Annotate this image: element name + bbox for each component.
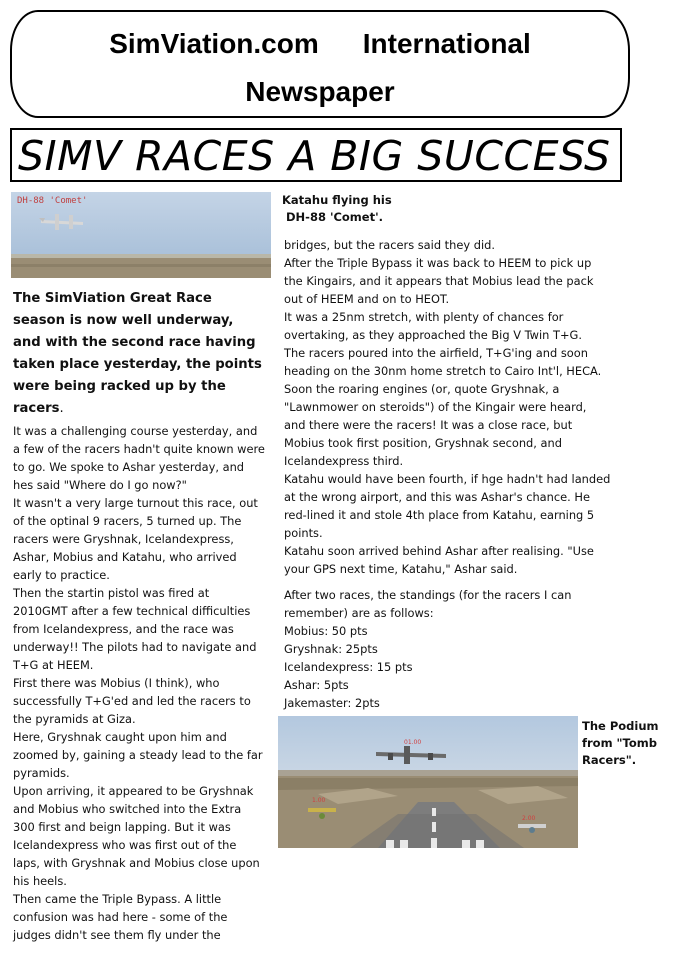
svg-text:2.00: 2.00: [522, 815, 536, 822]
article-line: your GPS next time, Katahu," Ashar said.: [284, 562, 518, 576]
standings-line: remember) are as follows:: [284, 606, 434, 620]
article-line: successfully T+G'ed and led the racers to: [13, 694, 251, 708]
headline: SIMV RACES A BIG SUCCESS: [18, 132, 611, 180]
article-line: Ashar, Mobius and Katahu, who arrived: [13, 550, 237, 564]
article-line: confusion was had here - some of the: [13, 910, 228, 924]
article-line: 2010GMT after a few technical difficulties: [13, 604, 251, 618]
article-line: red-lined it and stole 4th place from Katahu, earning 5: [284, 508, 595, 522]
article-line: to go. We spoke to Ashar yesterday, and: [13, 460, 245, 474]
comet-photo: [11, 192, 271, 278]
svg-text:1.00: 1.00: [312, 797, 326, 804]
masthead-word-newspaper: Newspaper: [245, 76, 395, 107]
lead-line: The SimViation Great Race: [13, 291, 212, 306]
podium-photo-graphic: [278, 716, 578, 848]
comet-caption: [282, 192, 392, 226]
masthead-word-international: International: [362, 28, 531, 59]
lead-line: and with the second race having: [13, 335, 256, 350]
article-line: Upon arriving, it appeared to be Gryshnak: [13, 784, 254, 798]
podium-caption-line-1: The Podium: [582, 719, 659, 733]
article-line: "Lawnmower on steroids") of the Kingair were heard,: [284, 400, 587, 414]
lead-line: taken place yesterday, the points: [13, 357, 262, 372]
article-line: racers were Gryshnak, Icelandexpress,: [13, 532, 234, 546]
article-line: After the Triple Bypass it was back to HEEM to pick up: [284, 256, 592, 270]
standings-line: Icelandexpress: 15 pts: [284, 660, 413, 674]
lead-line-last: [13, 398, 275, 420]
article-line: points.: [284, 526, 323, 540]
podium-caption: [582, 718, 659, 769]
article-line: out of HEEM and on to HEOT.: [284, 292, 450, 306]
paragraph-spacer: [284, 578, 624, 586]
article-line: bridges, but the racers said they did.: [284, 238, 495, 252]
article-line: pyramids.: [13, 766, 70, 780]
article-line: First there was Mobius (I think), who: [13, 676, 220, 690]
article-line: from Icelandexpress, and the race was: [13, 622, 234, 636]
article-line: It was a challenging course yesterday, and: [13, 424, 258, 438]
article-line: early to practice.: [13, 568, 110, 582]
lead-period: .: [59, 401, 64, 416]
article-line: Katahu would have been fourth, if hge hadn't had landed: [284, 472, 611, 486]
article-right-column: [284, 236, 624, 712]
comet-photo-label: DH-88 'Comet': [17, 196, 88, 206]
article-line: It wasn't a very large turnout this race, out: [13, 496, 258, 510]
lead-line: racers: [13, 401, 60, 416]
article-line: heading on the 30nm home stretch to Cairo Int'l, HECA.: [284, 364, 602, 378]
standings-line: Gryshnak: 25pts: [284, 642, 378, 656]
article-line: of the optinal 9 racers, 5 turned up. The: [13, 514, 242, 528]
lead-line: were being racked up by the: [13, 379, 226, 394]
article-line: and Mobius who switched into the Extra: [13, 802, 242, 816]
article-line: Katahu soon arrived behind Ashar after realising. "Use: [284, 544, 594, 558]
lead-line: season is now well underway,: [13, 313, 234, 328]
article-line: laps, with Gryshnak and Mobius close upon: [13, 856, 260, 870]
standings-line: Ashar: 5pts: [284, 678, 349, 692]
lead-paragraph: [13, 288, 275, 420]
svg-text:01.00: 01.00: [404, 739, 422, 746]
article-line: Icelandexpress third.: [284, 454, 404, 468]
article-line: Here, Gryshnak caught upon him and: [13, 730, 227, 744]
article-line: underway!! The pilots had to navigate and: [13, 640, 257, 654]
article-line: Mobius took first position, Gryshnak second, and: [284, 436, 562, 450]
masthead-line-1: [12, 28, 628, 60]
comet-caption-line-2: DH-88 'Comet'.: [286, 210, 383, 224]
article-left-column: [13, 422, 278, 944]
standings-line: After two races, the standings (for the racers I can: [284, 588, 572, 602]
article-line: It was a 25nm stretch, with plenty of chances for: [284, 310, 564, 324]
article-line: 300 first and beign lapping. But it was: [13, 820, 231, 834]
podium-caption-line-3: Racers".: [582, 753, 637, 767]
podium-caption-line-2: from "Tomb: [582, 736, 657, 750]
article-line: Then came the Triple Bypass. A little: [13, 892, 222, 906]
article-line: T+G at HEEM.: [13, 658, 94, 672]
masthead: [10, 10, 630, 118]
article-line: his heels.: [13, 874, 67, 888]
article-line: at the wrong airport, and this was Ashar's chance. He: [284, 490, 590, 504]
headline-box: [10, 128, 622, 182]
article-line: The racers poured into the airfield, T+G'ing and soon: [284, 346, 588, 360]
article-line: hes said "Where do I go now?": [13, 478, 187, 492]
article-line: the pyramids at Giza.: [13, 712, 136, 726]
article-line: Soon the roaring engines (or, quote Gryshnak, a: [284, 382, 560, 396]
article-line: Then the startin pistol was fired at: [13, 586, 210, 600]
article-line: judges didn't see them fly under the: [13, 928, 221, 942]
masthead-site-name: SimViation.com: [109, 28, 319, 59]
article-line: the Kingairs, and it appears that Mobius lead the pack: [284, 274, 594, 288]
article-line: and there were the racers! It was a close race, but: [284, 418, 573, 432]
article-line: overtaking, as they approached the Big V Twin T+G.: [284, 328, 582, 342]
comet-caption-line-1: Katahu flying his: [282, 193, 392, 207]
article-line: Icelandexpress who was first out of the: [13, 838, 237, 852]
article-line: zoomed by, gaining a steady lead to the far: [13, 748, 263, 762]
article-line: a few of the racers hadn't quite known were: [13, 442, 265, 456]
podium-photo: [278, 716, 578, 848]
standings-line: Jakemaster: 2pts: [284, 696, 380, 710]
standings-line: Mobius: 50 pts: [284, 624, 368, 638]
